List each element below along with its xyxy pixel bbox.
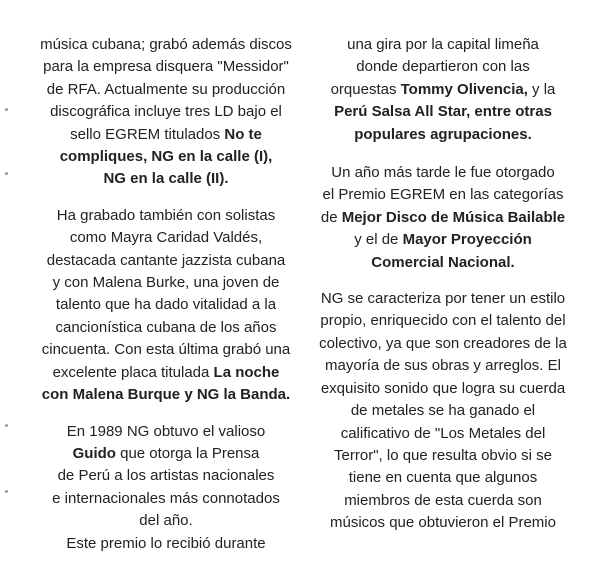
text-line: Este premio lo recibió durante [66,534,266,552]
text-line: del año. [139,512,193,530]
paragraph-tour [312,34,574,146]
text-line: sello EGREM titulados [70,125,225,143]
text-line: exquisito sonido que logra su cuerda [320,379,566,397]
text-line: para la empresa disquera "Messidor" [43,58,289,76]
text-line: colectivo, ya que son creadores de la [319,334,567,352]
text-line: propio, enriquecido con el talento del [320,312,566,330]
text-line: y la [527,80,556,98]
text-line: talento que ha dado vitalidad a la [55,296,277,314]
text-line: músicos que obtuvieron el Premio [330,514,556,532]
text-line: de [320,208,342,226]
text-line: donde departieron con las [356,58,530,76]
album-title: No te [224,125,262,143]
text-line: Terror", lo que resulta obvio si se [334,446,552,464]
text-line: una gira por la capital limeña [347,36,539,53]
text-line: e internacionales más connotados [52,489,280,507]
text-line: como Mayra Caridad Valdés, [69,229,263,247]
prize-category: Comercial Nacional. [371,253,515,271]
scan-speck [5,172,8,175]
orchestra-name: populares agrupaciones. [354,125,532,143]
scan-speck [5,108,8,111]
text-line: el Premio EGREM en las categorías [322,186,564,204]
right-column [312,34,574,535]
paragraph-discography [28,34,304,191]
text-line: discográfica incluye tres LD bajo el [50,103,282,121]
text-line: de metales se ha ganado el [350,402,536,420]
album-title: NG en la calle (II). [103,170,229,188]
text-line: y con Malena Burke, una joven de [52,274,280,292]
text-line: que otorga la Prensa [115,444,260,462]
text-line: de Perú a los artistas nacionales [57,467,275,485]
text-line: y el de [354,231,403,249]
album-title: compliques, NG en la calle (I), [59,148,273,166]
prize-category: Mejor Disco de Música Bailable [341,208,566,226]
album-title: La noche [213,363,280,381]
text-line: En 1989 NG obtuvo el valioso [66,422,266,440]
album-title: con Malena Burque y NG la Banda. [41,386,291,404]
text-line: cancionística cubana de los años [55,318,277,336]
text-line: mayoría de sus obras y arreglos. El [325,357,561,375]
text-line: de RFA. Actualmente su producción [46,80,286,98]
paragraph-award [28,421,304,555]
text-line: Ha grabado también con solistas [56,206,276,224]
text-line: destacada cantante jazzista cubana [46,251,286,269]
orchestra-name: Perú Salsa All Star, entre otras [334,103,552,121]
text-line: miembros de esta cuerda son [344,491,542,509]
paragraph-soloists [28,205,304,407]
paragraph-egrem-prize [312,162,574,274]
text-line: tiene en cuenta que algunos [348,469,538,487]
text-line: cincuenta. Con esta última grabó una [41,341,291,359]
orchestra-name: Tommy Olivencia, [400,80,528,98]
text-line: música cubana; grabó además discos [40,36,292,53]
text-line: Un año más tarde le fue otorgado [331,164,555,182]
text-line: NG se caracteriza por tener un estilo [320,290,566,308]
award-name: Guido [72,444,116,462]
scan-speck [5,490,8,493]
left-column [28,34,304,555]
text-line: orquestas [330,80,401,98]
text-line: calificativo de "Los Metales del [340,424,546,442]
scan-speck [5,424,8,427]
text-line: excelente placa titulada [52,363,214,381]
prize-category: Mayor Proyección [402,231,532,249]
paragraph-style [312,288,574,534]
